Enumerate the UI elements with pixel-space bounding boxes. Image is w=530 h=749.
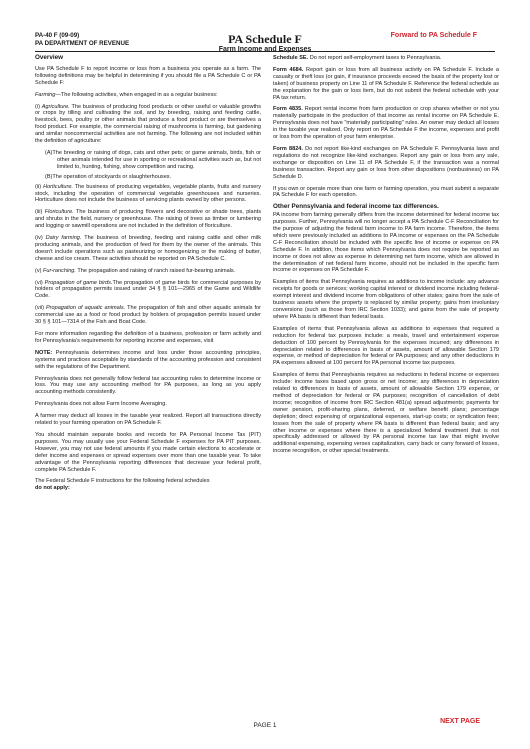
- fur-ranching-paragraph: [35, 268, 261, 275]
- aquatic-paragraph: [35, 305, 261, 326]
- note-label: NOTE:: [35, 349, 53, 356]
- right-column: [273, 55, 499, 460]
- schedule-se-text: Do not report self-employment taxes to Pennsylvania.: [308, 55, 442, 61]
- forward-link[interactable]: Forward to PA Schedule F: [390, 32, 477, 39]
- fur-text: The propagation and raising of ranch raised fur-bearing animals.: [75, 267, 236, 274]
- agriculture-text: The business of producing food products or other useful or valuable growths or crops by tilling and cultivating the soil, and by breeding, raising and feeding cattle, livestock, bees, poultry or other animals that produce a food product or are themselves a food product. For example, the commercial raising of mushrooms is farming, but gardening and similar noncommercial activities are not farming. The following are not included within the definition of agriculture:: [35, 103, 262, 145]
- game-text: The propagation of game birds for commercial purposes by holders of propagation permits issued under 34 § § 101—2965 of the Game and Wildlife Code.: [35, 279, 261, 300]
- instructions-text: The Federal Schedule F instructions for the following federal schedules: [35, 478, 210, 485]
- form-number: PA-40 F (09-09): [35, 32, 80, 39]
- horticulture-prefix: (ii): [35, 183, 44, 190]
- note-paragraph: [35, 350, 261, 371]
- overview-paragraph: Use PA Schedule F to report income or loss from a business you operate as a farm. The following definitions may be helpful in determining if you should file a PA Schedule C or PA Schedule F:: [35, 65, 261, 86]
- floriculture-paragraph: [35, 209, 261, 230]
- form-4835-paragraph: [273, 106, 499, 141]
- form-8824-label: Form 8824.: [273, 145, 303, 152]
- form-4684-label: Form 4684.: [273, 66, 304, 73]
- aquatic-prefix: (vii): [35, 305, 46, 312]
- exclusion-b: (B)The operation of stockyards or slaughterhouses.: [45, 173, 172, 180]
- differences-heading: Other Pennsylvania and federal income tax differences.: [273, 203, 439, 211]
- form-4835-label: Form 4835.: [273, 106, 303, 113]
- form-4835-text: Report rental income from farm production or crop shares whether or not you materially participate in the production of that income as rental income on PA Schedule E. Pennsylvania does not have "materially participating" rules. An owner may deduct all losses in the taxable year realized. Only report on PA Schedule F the income, expenses and profit or loss from the operation of your farm enterprise.: [273, 106, 499, 141]
- horticulture-text: The business of producing vegetables, vegetable plants, fruits and nursery stock, including the operation of commercial vegetable greenhouses and nurseries. Horticulture does not include the business of servicing plants owned by other persons.: [35, 183, 261, 204]
- page-title: PA Schedule F: [228, 32, 302, 46]
- multiple-farms-paragraph: If you own or operate more than one farm or farming operation, you must submit a separate PA Schedule F for each operation.: [273, 185, 499, 199]
- agriculture-prefix: (i): [35, 103, 42, 110]
- additions-income-paragraph: Examples of items that Pennsylvania requires as additions to income include: any advance receipts for goods or services; working capital interest or dividend income including federal-exempt interest and dividend income from obligations of other states; gains from the sale of business assets where the property is replaced by similar property; gains from involuntary conversions (such as those from IRC Section 1033); and gains from the sale of property where PA basis is different than federal basis.: [273, 279, 499, 320]
- agriculture-label: Agriculture.: [41, 103, 70, 110]
- floriculture-prefix: (iii): [35, 209, 45, 216]
- overview-heading: Overview: [35, 54, 64, 61]
- floriculture-label: Floriculture.: [44, 209, 74, 216]
- dairy-label: Dairy farming.: [45, 235, 82, 242]
- books-paragraph: You should maintain separate books and records for PA Personal Income Tax (PIT) purposes. You may usually use your Federal Schedule F expenses for PA PIT purposes. However, you may not use federal amounts if you made certain elections to accelerate or defer income and expenses or spread expenses over more than one taxable year. To take advantage of the Pennsylvania reporting differences that decrease your federal profit, complete PA Schedule F.: [35, 431, 261, 473]
- instructions-bold: do not apply:: [35, 485, 70, 492]
- form-4684-paragraph: [273, 67, 499, 102]
- page-number: PAGE 1: [253, 722, 277, 729]
- fur-label: Fur-ranching.: [43, 267, 76, 274]
- left-column: [35, 55, 261, 497]
- more-info-paragraph: For more information regarding the definition of a business, profession or farm activity and for Pennsylvania's requirements for reporting income and expenses, visit: [35, 331, 261, 344]
- aquatic-text: The propagation of fish and other aquatic animals for commercial use as a food or food product by holders of propagation permits issued under 30 § § 101—7314 of the Fish and Boat Code.: [35, 305, 261, 326]
- dairy-text: The business of breeding, feeding and raising cattle and other milk producing animals, and the production of feed for them by the owner of the animals. This doesn't include operations such as pasteurizing or homogenizing or the making of butter, cheese and ice cream. These activities should be reported on PA Schedule C.: [35, 235, 261, 262]
- farming-label: Farming: [35, 91, 56, 98]
- floriculture-text: The business of producing flowers and decorative or shade trees, plants and shrubs in the field, nursery or greenhouse. The raising of trees as timber or lumbering and logging or sawmill operations are not included in the definition of floriculture.: [35, 209, 261, 230]
- schedule-se-paragraph: [273, 55, 499, 62]
- next-page-link[interactable]: NEXT PAGE: [440, 718, 480, 725]
- exclusion-a: (A)The breeding or raising of dogs, cats and other pets; or game animals, birds, fish or other animals intended for use in sporting or recreational activities such as, but not limited to, hunting, fishing, show competition and racing.: [45, 149, 261, 170]
- deduct-paragraph: A farmer may deduct all losses in the taxable year realized. Report all transactions directly related to your farming operation on PA Schedule F.: [35, 413, 261, 427]
- aquatic-label: Propagation of aquatic animals.: [45, 305, 126, 312]
- game-label: Propagation of game birds.: [44, 279, 113, 286]
- instructions-paragraph: [35, 478, 261, 492]
- accounting-paragraph: Pennsylvania does not generally follow federal tax accounting rules to determine income or loss. You may use any accounting method for PA purposes, as long as you apply accounting methods consistently.: [35, 375, 261, 396]
- differences-paragraph: PA income from farming generally differs from the income determined for federal income tax purposes. Further, Pennsylvania will no longer accept a PA Schedule C-F Reconciliation for the purpose of adjusting the federal farm income to PA farm income. Therefore, the items which were previously included as additions to PA income or expenses on the PA Schedule C-F Reconciliation should be included with the specific line of income or expense on PA Schedule F. In addition, those items which Pennsylvania does not require be reported as income or does not allow as expense in determining net farm income, which are allowed in the determination of net federal farm income, should not be included in the specific farm income or expenses on PA Schedule F.: [273, 212, 499, 274]
- dairy-prefix: (iv): [35, 235, 46, 242]
- header-divider: [35, 51, 495, 52]
- horticulture-paragraph: [35, 184, 261, 205]
- additions-expenses-paragraph: Examples of items that Pennsylvania allows as additions to expenses that required a reduction for federal tax purposes include: a meals, travel and entertainment expense deduction of 100 percent by Pennsylvania for the expenses incurred; any differences in depreciation related to differences in basis of assets, amount of allowable Section 179 expense, or method of depreciation for federal or PA purposes; and any other deductions in PA expenses allowed at 100 percent for PA personal income tax purposes.: [273, 325, 499, 367]
- game-birds-paragraph: [35, 280, 261, 301]
- averaging-paragraph: Pennsylvania does not allow Farm Income Averaging.: [35, 401, 167, 408]
- game-prefix: (vi): [35, 279, 45, 286]
- form-8824-text: Do not report like-kind exchanges on PA Schedule F. Pennsylvania laws and regulations do not recognize like-kind exchanges. Report any gain or loss from any sale, exchange or disposition on Line 11 of PA Schedule F, if the transaction was a normal business transaction. Report any gain or loss from other dispositions (nonbusiness) on PA Schedule D.: [273, 145, 499, 180]
- farming-paragraph: [35, 92, 261, 99]
- schedule-se-label: Schedule SE.: [273, 55, 309, 61]
- reductions-paragraph: Examples of items that Pennsylvania requires as reductions in federal income or expenses include: income taxes based upon gross or net income; any differences in depreciation related to differences in basis of assets, amount of allowable Section 179 expense, or method of depreciation for federal or PA purposes; recognition of cancellation of debt income; recognition of income from IRC Section 481(a) spread adjustments; payments for owner pension, profit-sharing plans, deferred, or welfare benefit plans; percentage depletion; direct expensing of organizational expenses, start-up costs; or syndication fees; losses from the sale of property where PA basis is different than federal basis; and any other income or expenses where there is a specialized federal treatment that is not specifically addressed or allowed by PA personal income tax law that might involve additional expensing, expensing verses capitalization, carry back or carry forward of losses, income recognition, or other special treatments.: [273, 372, 499, 455]
- form-8824-paragraph: [273, 146, 499, 181]
- agriculture-paragraph: [35, 104, 261, 145]
- page-subtitle: Farm Income and Expenses: [218, 46, 312, 53]
- dairy-paragraph: [35, 235, 261, 263]
- fur-prefix: (v): [35, 267, 44, 274]
- note-text: Pennsylvania determines income and loss under those accounting principles, systems and practices acceptable by standards of the accounting profession and consistent with the regulations of the Department.: [35, 349, 261, 370]
- farming-text: —The following activities, when engaged in as a regular business:: [55, 91, 218, 98]
- horticulture-label: Horticulture.: [43, 183, 73, 190]
- form-4684-text: Report gain or loss from all business activity on PA Schedule F. Include a casualty or theft loss (or gain, if insurance proceeds exceed the basis of the property lost or taken) of business property on Line 11 of PA Schedule F. Reference the federal schedule as the explanation for the gain or loss item, but do not submit the federal schedule with your PA tax return.: [273, 66, 499, 101]
- department-name: PA DEPARTMENT OF REVENUE: [35, 39, 130, 47]
